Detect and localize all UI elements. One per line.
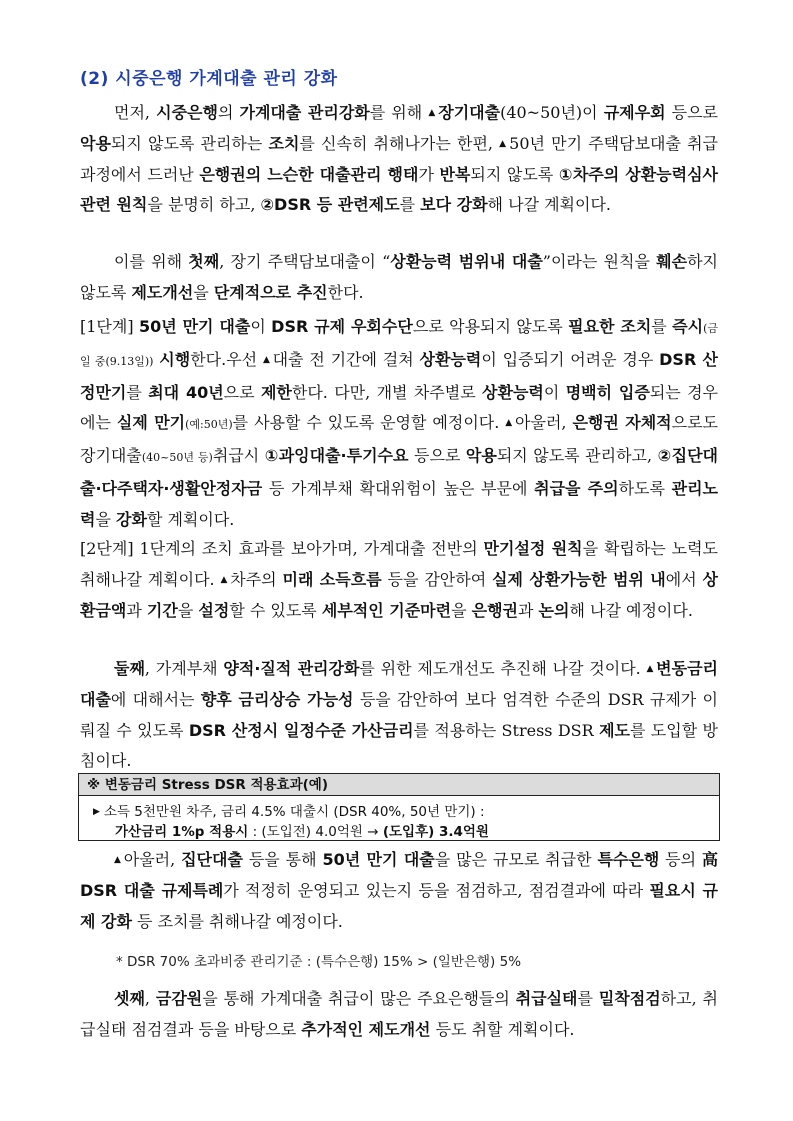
triangle-bullet-icon: ▲ <box>505 418 514 429</box>
paragraph-step1: [1단계] 50년 만기 대출이 DSR 규제 우회수단으로 악용되지 않도록 필요한 조치를 즉시(금일 중(9.13일)) 시행한다.우선 ▲ 대출 전 기간에 걸쳐 상환능력이 입증되기 어려운 경우 DSR 산정만기를 최대 40년으로 제한한다. 다만, 개별 차주별로 상환능력이 명백히 입증되는 경우에는 실제 만기(예:50년)를 사용할 수 있도록 운영할 예정이다. ▲ 아울러, 은행권 자체적으로도 장기대출(40~50년 등)취급시 ①과잉대출·투기수요 등으로 악용되지 않도록 관리하고, ②집단대출·다주택자·생활안정자금 등 가계부채 확대위험이 높은 부문에 취급을 주의하도록 관리노력을 강화할 계획이다. <box>80 317 719 529</box>
triangle-bullet-icon: ▲ <box>428 108 437 118</box>
paragraph-intro: 먼저, 시중은행의 가계대출 관리강화를 위해 ▲ 장기대출(40~50년)이 규제우회 등으로 악용되지 않도록 관리하는 조치를 신속히 취해나가는 한편, ▲ 50년 만기 주택담보대출 취급과정에서 드러난 은행권의 느슨한 대출관리 행태가 반복되지 않도록 ①차주의 상환능력심사 관련 원칙을 분명히 하고, ②DSR 등 관련제도를 보다 강화해 나갈 계획이다. <box>80 103 718 215</box>
example-box-title: ※ 변동금리 Stress DSR 적용효과(예) <box>79 774 719 796</box>
triangle-bullet-icon: ▲ <box>220 574 229 585</box>
paragraph-first: 이를 위해 첫째, 장기 주택담보대출이 “상환능력 범위내 대출”이라는 원칙을 훼손하지 않도록 제도개선을 단계적으로 추진한다. <box>80 252 718 302</box>
pointer-right-icon: ▶ <box>93 807 100 817</box>
triangle-bullet-icon: ▲ <box>646 664 655 674</box>
paragraph-second: 둘째, 가계부채 양적·질적 관리강화를 위한 제도개선도 추진해 나갈 것이다. ▲ 변동금리 대출에 대해서는 향후 금리상승 가능성 등을 감안하여 보다 엄격한 수준의 DSR 규제가 이뤄질 수 있도록 DSR 산정시 일정수준 가산금리를 적용하는 Stress DSR 제도를 도입할 방침이다. <box>80 659 719 771</box>
paragraph-special-banks: ▲ 아울러, 집단대출 등을 통해 50년 만기 대출을 많은 규모로 취급한 특수은행 등의 高DSR 대출 규제특례가 적정히 운영되고 있는지 등을 점검하고, 점검결과에 따라 필요시 규제 강화 등 조치를 취해나갈 예정이다. <box>80 850 719 931</box>
triangle-bullet-icon: ▲ <box>262 354 271 365</box>
paragraph-step2: [2단계] 1단계의 조치 효과를 보아가며, 가계대출 전반의 만기설정 원칙을 확립하는 노력도 취해나갈 계획이다. ▲ 차주의 미래 소득흐름 등을 감안하여 실제 상환가능한 범위 내에서 상환금액과 기간을 설정할 수 있도록 세부적인 기준마련을 은행권과 논의해 나갈 예정이다. <box>80 539 719 620</box>
example-box <box>78 773 720 841</box>
paragraph-third: 셋째, 금감원을 통해 가계대출 취급이 많은 주요은행들의 취급실태를 밀착점검하고, 취급실태 점검결과 등을 바탕으로 추가적인 제도개선 등도 취할 계획이다. <box>80 989 718 1039</box>
section-heading: (2) 시중은행 가계대출 관리 강화 <box>80 69 338 89</box>
example-box-line: ▶ 소득 5천만원 차주, 금리 4.5% 대출시 (DSR 40%, 50년 만기) : <box>93 804 485 820</box>
footnote: * DSR 70% 초과비중 관리기준 : (특수은행) 15% > (일반은행) 5% <box>116 954 522 970</box>
triangle-bullet-icon: ▲ <box>499 138 508 149</box>
example-box-result: 가산금리 1%p 적용시 : (도입전) 4.0억원 → (도입후) 3.4억원 <box>115 824 489 840</box>
triangle-bullet-icon: ▲ <box>114 855 122 865</box>
